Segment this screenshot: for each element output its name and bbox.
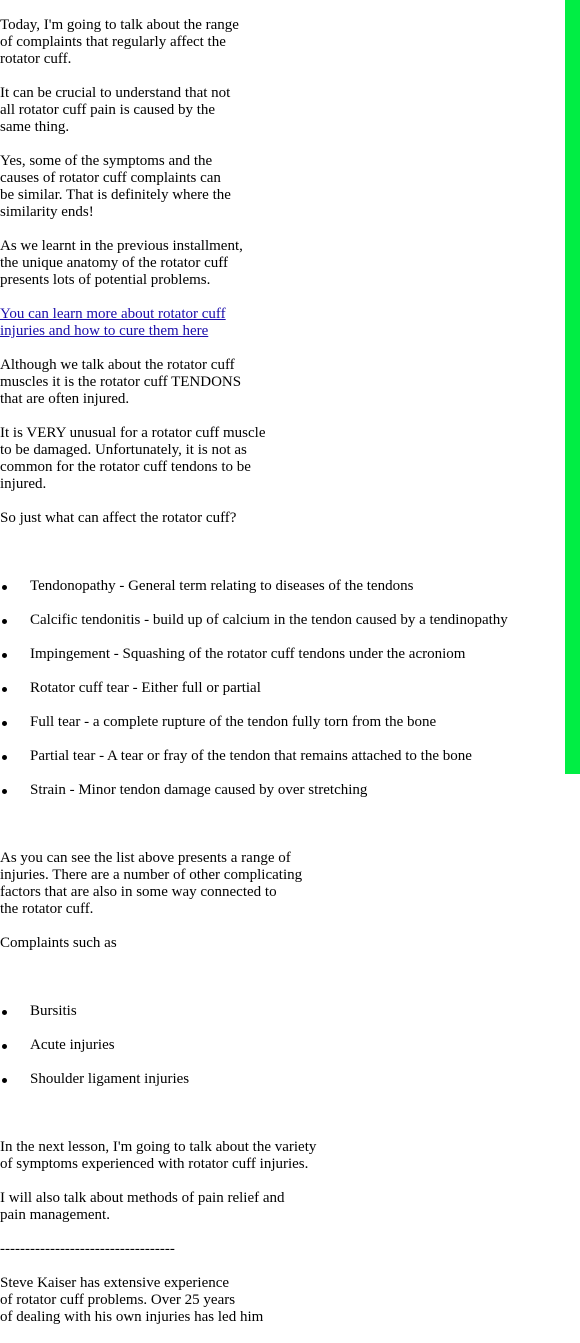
bullet-icon: [2, 687, 7, 692]
bullet-icon: [2, 1010, 7, 1015]
bullet-icon: [2, 755, 7, 760]
list-item-text: Impingement - Squashing of the rotator cuff tendons under the acroniom: [30, 646, 466, 662]
bullet-icon: [2, 1078, 7, 1083]
anatomy-paragraph: As we learnt in the previous installment, the unique anatomy of the rotator cuff presents lots of potential problems.: [0, 238, 243, 288]
list-item: [0, 714, 560, 731]
list-item-text: Bursitis: [30, 1003, 77, 1019]
list-item-text: Shoulder ligament injuries: [30, 1071, 190, 1087]
pain-cause-paragraph: It can be crucial to understand that not all rotator cuff pain is caused by the same thing.: [0, 85, 231, 135]
list-item: [0, 1003, 560, 1020]
next-lesson-paragraph: In the next lesson, I'm going to talk about the variety of symptoms experienced with rotator cuff injuries.: [0, 1139, 317, 1172]
list-item: [0, 680, 560, 697]
intro-paragraph: Today, I'm going to talk about the range of complaints that regularly affect the rotator cuff.: [0, 17, 239, 67]
list-item: [0, 782, 560, 799]
bullet-icon: [2, 789, 7, 794]
list-item: [0, 748, 560, 765]
list-item: [0, 646, 560, 663]
muscle-damage-paragraph: It is VERY unusual for a rotator cuff muscle to be damaged. Unfortunately, it is not as common for the rotator cuff tendons to be injured.: [0, 425, 266, 492]
list-item-text: Strain - Minor tendon damage caused by over stretching: [30, 782, 368, 798]
complaints-intro: Complaints such as: [0, 935, 117, 951]
bullet-icon: [2, 721, 7, 726]
divider-line: -----------------------------------: [0, 1241, 175, 1257]
bullet-icon: [2, 585, 7, 590]
list-item-text: Tendonopathy - General term relating to diseases of the tendons: [30, 578, 414, 594]
list-item-text: Full tear - a complete rupture of the tendon fully torn from the bone: [30, 714, 437, 730]
tendons-paragraph: Although we talk about the rotator cuff muscles it is the rotator cuff TENDONS that are often injured.: [0, 357, 242, 407]
green-side-bar: [565, 0, 580, 774]
complicating-factors-paragraph: As you can see the list above presents a range of injuries. There are a number of other complicating factors that are also in some way connected to the rotator cuff.: [0, 850, 303, 917]
bullet-icon: [2, 619, 7, 624]
list-item: [0, 1037, 560, 1054]
list-item: [0, 578, 560, 595]
complaints-list: [0, 986, 560, 1105]
symptoms-paragraph: Yes, some of the symptoms and the causes of rotator cuff complaints can be similar. That is definitely where the similarity ends!: [0, 153, 231, 220]
question-paragraph: So just what can affect the rotator cuff?: [0, 510, 237, 526]
list-item: [0, 1071, 560, 1088]
author-bio-paragraph: Steve Kaiser has extensive experience of rotator cuff problems. Over 25 years of dealing with his own injuries has led him: [0, 1275, 264, 1325]
conditions-list: [0, 561, 560, 816]
bullet-icon: [2, 653, 7, 658]
learn-more-container: [0, 306, 560, 340]
bullet-icon: [2, 1044, 7, 1049]
list-item-text: Partial tear - A tear or fray of the tendon that remains attached to the bone: [30, 748, 472, 764]
list-item-text: Acute injuries: [30, 1037, 115, 1053]
list-item-text: Calcific tendonitis - build up of calcium in the tendon caused by a tendinopathy: [30, 612, 508, 628]
pain-relief-paragraph: I will also talk about methods of pain relief and pain management.: [0, 1190, 285, 1223]
list-item-text: Rotator cuff tear - Either full or partial: [30, 680, 261, 696]
learn-more-link[interactable]: You can learn more about rotator cuff injuries and how to cure them here: [0, 306, 226, 339]
list-item: [0, 612, 560, 629]
